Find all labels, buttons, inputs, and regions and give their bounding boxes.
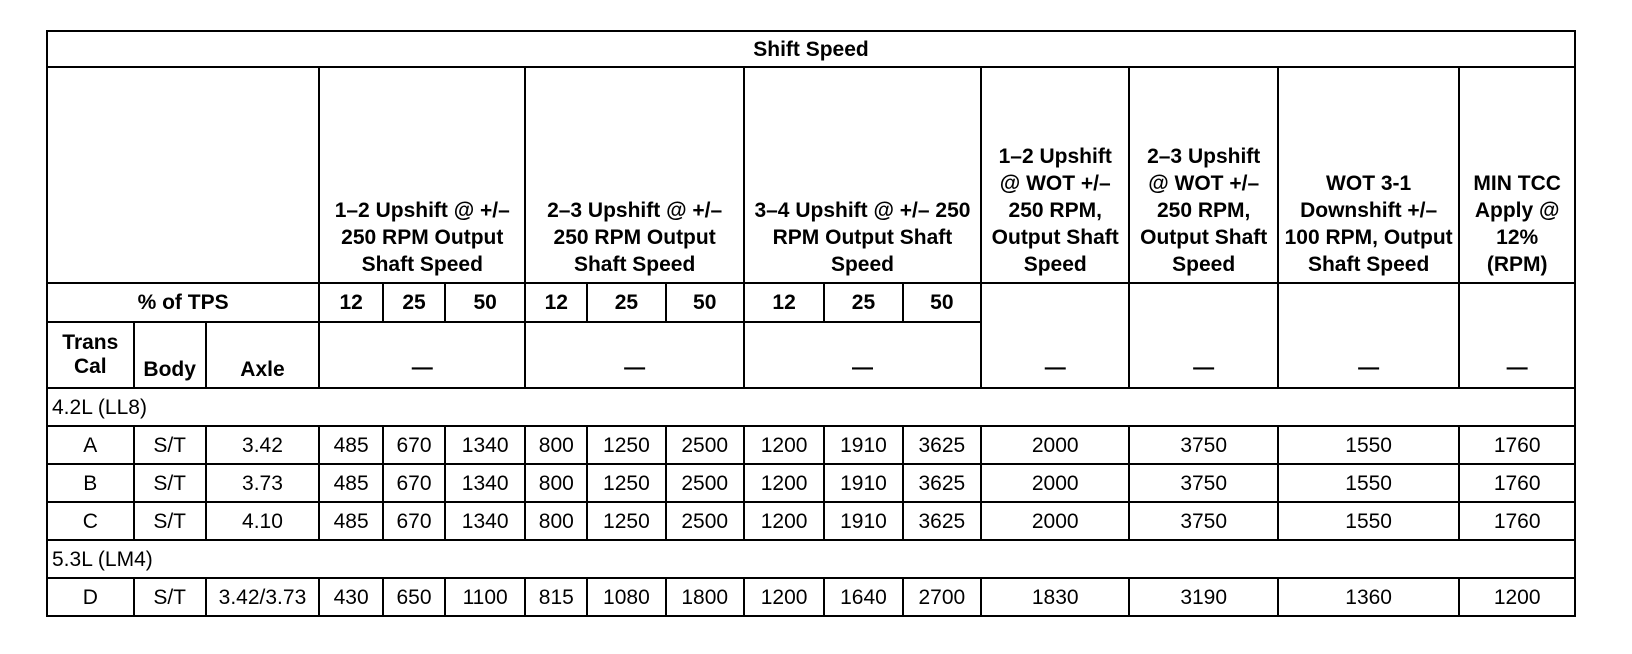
col-header-body: Body: [134, 322, 206, 388]
tps-label: % of TPS: [47, 283, 319, 322]
table-cell: 1910: [824, 464, 902, 502]
table-cell: 800: [525, 426, 587, 464]
table-cell: 1340: [445, 426, 525, 464]
table-cell: 3190: [1129, 578, 1277, 616]
table-cell: 815: [525, 578, 587, 616]
tps-value: 50: [903, 283, 981, 322]
table-cell: 1760: [1459, 426, 1575, 464]
table-cell: 485: [319, 426, 383, 464]
table-cell: 1200: [744, 464, 824, 502]
table-cell: A: [47, 426, 134, 464]
table-cell: 1550: [1278, 426, 1459, 464]
table-cell: 670: [383, 464, 445, 502]
table-cell: 3.42: [206, 426, 319, 464]
table-cell: 2000: [981, 464, 1129, 502]
table-cell: S/T: [134, 426, 206, 464]
table-cell: 650: [383, 578, 445, 616]
table-row: [47, 464, 1575, 502]
tps-value: 25: [824, 283, 902, 322]
table-cell: 2500: [666, 464, 744, 502]
shift-speed-table: [46, 30, 1576, 617]
table-cell: 670: [383, 502, 445, 540]
tps-value: 25: [587, 283, 665, 322]
table-cell: 1200: [1459, 578, 1575, 616]
table-cell: 2000: [981, 426, 1129, 464]
dash-cell: —: [1129, 283, 1277, 388]
table-cell: 3625: [903, 502, 981, 540]
table-cell: 670: [383, 426, 445, 464]
table-cell: 1340: [445, 502, 525, 540]
table-cell: 1550: [1278, 464, 1459, 502]
header-blank: [47, 67, 319, 283]
table-cell: S/T: [134, 578, 206, 616]
table-cell: S/T: [134, 502, 206, 540]
table-cell: 1910: [824, 426, 902, 464]
tps-value: 25: [383, 283, 445, 322]
table-cell: 1250: [587, 426, 665, 464]
table-cell: 3750: [1129, 464, 1277, 502]
table-cell: 2500: [666, 502, 744, 540]
table-cell: 485: [319, 502, 383, 540]
dash-cell: —: [525, 322, 744, 388]
table-cell: 1200: [744, 578, 824, 616]
table-cell: 1800: [666, 578, 744, 616]
dash-cell: —: [744, 322, 981, 388]
dash-cell: —: [1459, 283, 1575, 388]
table-cell: 1910: [824, 502, 902, 540]
engine-section-label: 5.3L (LM4): [47, 540, 1575, 578]
table-cell: 4.10: [206, 502, 319, 540]
table-cell: 485: [319, 464, 383, 502]
tps-value: 12: [744, 283, 824, 322]
header-group-2-3-upshift: 2–3 Upshift @ +/–250 RPM Output Shaft Speed: [525, 67, 744, 283]
table-cell: 1360: [1278, 578, 1459, 616]
table-cell: D: [47, 578, 134, 616]
table-cell: 3.42/3.73: [206, 578, 319, 616]
table-cell: 3750: [1129, 502, 1277, 540]
header-wot-3-1-downshift: WOT 3-1 Downshift +/– 100 RPM, Output Shaft Speed: [1278, 67, 1459, 283]
header-1-2-upshift-wot: 1–2 Upshift @ WOT +/– 250 RPM, Output Shaft Speed: [981, 67, 1129, 283]
engine-section-label: 4.2L (LL8): [47, 388, 1575, 426]
table-cell: 3625: [903, 426, 981, 464]
header-2-3-upshift-wot: 2–3 Upshift @ WOT +/– 250 RPM, Output Shaft Speed: [1129, 67, 1277, 283]
col-header-axle: Axle: [206, 322, 319, 388]
table-cell: 1830: [981, 578, 1129, 616]
table-cell: 3.73: [206, 464, 319, 502]
table-cell: 1200: [744, 426, 824, 464]
tps-value: 12: [525, 283, 587, 322]
table-cell: 1340: [445, 464, 525, 502]
table-cell: 430: [319, 578, 383, 616]
table-cell: 800: [525, 464, 587, 502]
table-cell: 1760: [1459, 502, 1575, 540]
table-cell: 1250: [587, 502, 665, 540]
table-row: [47, 426, 1575, 464]
table-cell: 1250: [587, 464, 665, 502]
table-cell: 1640: [824, 578, 902, 616]
table-cell: 3750: [1129, 426, 1277, 464]
header-min-tcc-apply: MIN TCC Apply @ 12% (RPM): [1459, 67, 1575, 283]
tps-value: 12: [319, 283, 383, 322]
table-row: [47, 502, 1575, 540]
table-cell: 1550: [1278, 502, 1459, 540]
table-cell: 1760: [1459, 464, 1575, 502]
table-cell: 1200: [744, 502, 824, 540]
table-cell: 3625: [903, 464, 981, 502]
header-group-3-4-upshift: 3–4 Upshift @ +/– 250 RPM Output Shaft Speed: [744, 67, 981, 283]
table-row: [47, 578, 1575, 616]
dash-cell: —: [319, 322, 525, 388]
col-header-trans-cal: Trans Cal: [47, 322, 134, 388]
table-cell: 1100: [445, 578, 525, 616]
tps-value: 50: [666, 283, 744, 322]
table-cell: 2700: [903, 578, 981, 616]
table-cell: C: [47, 502, 134, 540]
table-cell: 800: [525, 502, 587, 540]
dash-cell: —: [981, 283, 1129, 388]
tps-value: 50: [445, 283, 525, 322]
table-cell: 2000: [981, 502, 1129, 540]
table-cell: B: [47, 464, 134, 502]
table-cell: 1080: [587, 578, 665, 616]
dash-cell: —: [1278, 283, 1459, 388]
table-cell: 2500: [666, 426, 744, 464]
header-group-1-2-upshift: 1–2 Upshift @ +/– 250 RPM Output Shaft Speed: [319, 67, 525, 283]
table-title: Shift Speed: [47, 31, 1575, 67]
table-cell: S/T: [134, 464, 206, 502]
